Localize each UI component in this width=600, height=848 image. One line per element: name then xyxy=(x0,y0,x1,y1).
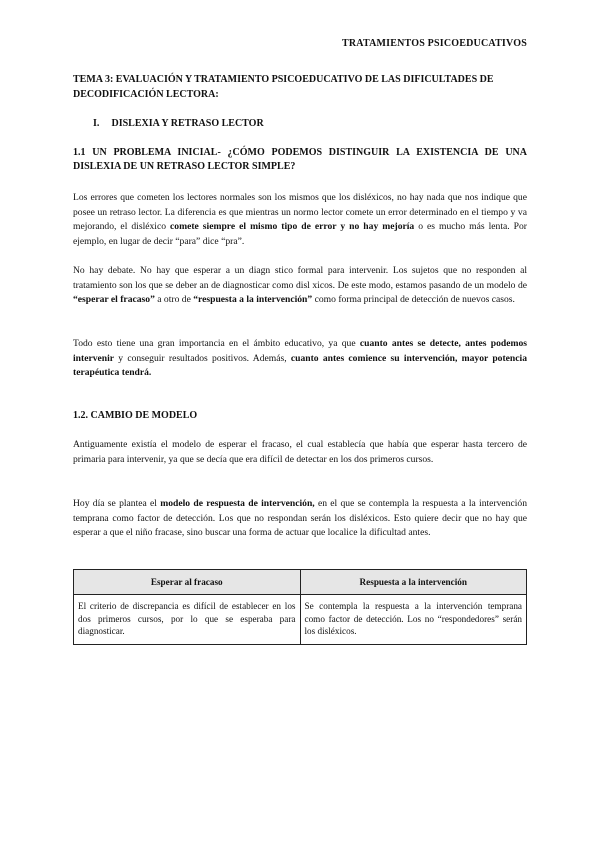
paragraph-5 xyxy=(73,497,527,541)
paragraph-5-text-b: en el que se contempla la respuesta a la intervención temprana como factor de detección. Los que no respondan serán los disléxicos. Esto quiere decir que no hay que esperar a que el niño fracase, sino buscar una forma de actuar que localice la dificultad antes. xyxy=(73,498,527,539)
paragraph-2-text-a: No hay debate. No hay que esperar a un diagn stico formal para intervenir. Los sujetos que no responden al tratamiento son los que se deber an de diagnosticar como disl xicos. De este modo, estamos pasando de un modelo de xyxy=(73,265,527,291)
paragraph-2-bold-a: “esperar el fracaso” xyxy=(73,294,155,306)
paragraph-3 xyxy=(73,337,527,381)
table-cell: Se contempla la respuesta a la intervención temprana como factor de detección. Los no “respondedores” serán los disléxicos. xyxy=(300,595,527,645)
main-title: TEMA 3: EVALUACIÓN Y TRATAMIENTO PSICOEDUCATIVO DE LAS DIFICULTADES DE DECODIFICACIÓN LECTORA: xyxy=(73,74,494,100)
paragraph-2 xyxy=(73,264,527,308)
paragraph-4-text-a: Antiguamente existía el modelo de esperar el fracaso, el cual establecía que había que esperar hasta tercero de primaria para intervenir, ya que se decía que era difícil de detectar en los dos primeros cursos. xyxy=(73,439,527,465)
paragraph-3-text-b: y conseguir resultados positivos. Además, xyxy=(114,352,291,364)
section-title: DISLEXIA Y RETRASO LECTOR xyxy=(111,118,264,129)
paragraph-1-bold-a: comete siempre el mismo tipo de error y no hay mejoría xyxy=(170,221,415,233)
paragraph-5-bold-a: modelo de respuesta de intervención, xyxy=(160,498,315,509)
paragraph-4 xyxy=(73,438,527,467)
table-cell: El criterio de discrepancia es difícil de establecer en los dos primeros cursos, por lo que se esperaba para diagnosticar. xyxy=(74,595,301,645)
paragraph-3-text-a: Todo esto tiene una gran importancia en el ámbito educativo, ya que xyxy=(73,338,360,349)
running-header: TRATAMIENTOS PSICOEDUCATIVOS xyxy=(342,38,527,49)
paragraph-3-bold-a: cuanto antes se detecte, antes podemos intervenir xyxy=(73,338,528,364)
subsection-heading-1-1: 1.1 UN PROBLEMA INICIAL- ¿CÓMO PODEMOS DISTINGUIR LA EXISTENCIA DE UNA DISLEXIA DE UN RETRASO LECTOR SIMPLE? xyxy=(73,147,527,172)
paragraph-1-text-a: Los errores que cometen los lectores normales son los mismos que los disléxicos, no hay nada que nos indique que posee un retraso lector. La diferencia es que mientras un normo lector comete un error determinado en el tiempo y va mejorando, el disléxico xyxy=(73,192,527,233)
paragraph-3-bold-b: cuanto antes comience su intervención, mayor potencia terapéutica tendrá. xyxy=(73,352,527,379)
comparison-table xyxy=(73,569,527,645)
paragraph-5-text-a: Hoy día se plantea el xyxy=(73,498,161,509)
subsection-heading-1-2: 1.2. CAMBIO DE MODELO xyxy=(73,410,198,421)
paragraph-1 xyxy=(73,191,527,249)
table-header-cell: Esperar al fracaso xyxy=(74,570,301,595)
table-header-row xyxy=(74,570,527,595)
paragraph-2-text-b: a otro de xyxy=(154,294,194,306)
section-heading xyxy=(93,118,264,129)
table-row xyxy=(74,595,527,645)
paragraph-2-text-c: como forma principal de detección de nuevos casos. xyxy=(312,294,515,306)
paragraph-2-bold-b: “respuesta a la intervención” xyxy=(193,294,313,306)
section-number: I. xyxy=(93,118,100,129)
table-header-cell: Respuesta a la intervención xyxy=(300,570,527,595)
paragraph-1-text-b: o es mucho más lenta. Por ejemplo, en lugar de decir “para” dice “pra”. xyxy=(73,221,528,247)
